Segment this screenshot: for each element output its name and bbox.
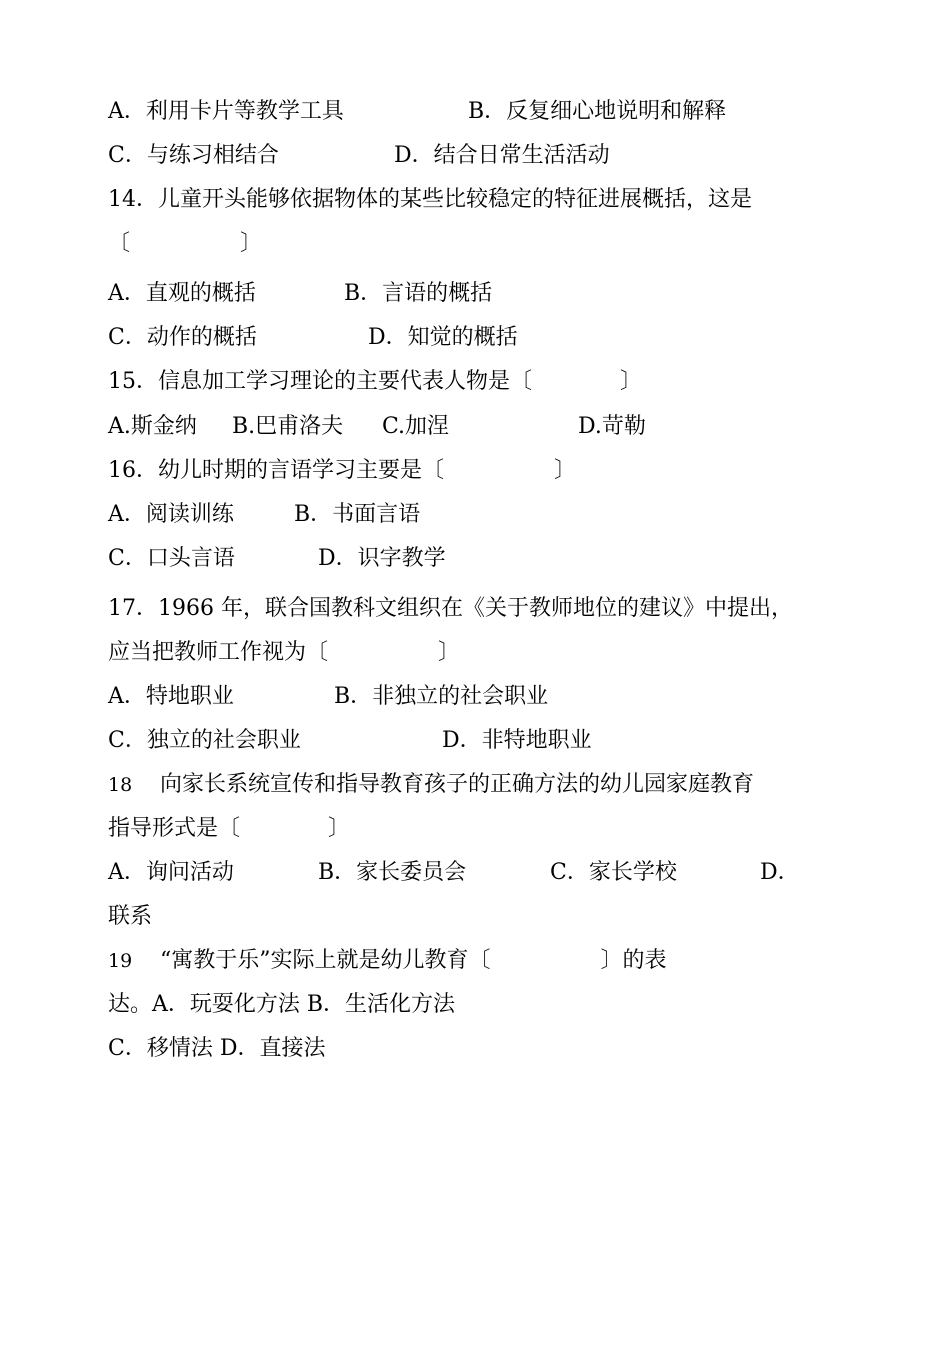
q18-options xyxy=(108,858,800,888)
option-text: C．移情法 D．直接法 xyxy=(108,1036,326,1061)
question-text: 指导形式是〔 〕 xyxy=(108,816,351,841)
question-text: 达。A．玩耍化方法 B．生活化方法 xyxy=(108,992,456,1017)
q19-question-continued xyxy=(108,990,456,1020)
q17-options-cd xyxy=(108,726,592,756)
q19-options xyxy=(108,1034,326,1064)
question-text: 15．信息加工学习理论的主要代表人物是〔 〕 xyxy=(108,369,642,394)
q14-answer-bracket xyxy=(108,229,263,259)
question-text: 向家长系统宣传和指导教育孩子的正确方法的幼儿园家庭教育 xyxy=(160,772,755,797)
question-text: 应当把教师工作视为〔 〕 xyxy=(108,640,461,665)
question-number: 18 xyxy=(108,774,133,796)
option-d: D.苛勒 xyxy=(578,414,646,439)
option-d: D．结合日常生活活动 xyxy=(394,143,610,168)
q19-question xyxy=(108,946,667,976)
q18-options-continued xyxy=(108,902,153,932)
option-a: A.斯金纳 xyxy=(108,414,197,439)
q16-question xyxy=(108,456,576,486)
option-b: B．非独立的社会职业 xyxy=(334,684,549,709)
option-c: C．与练习相结合 xyxy=(108,143,279,168)
option-c: C．家长学校 xyxy=(550,860,677,885)
option-a: A．特地职业 xyxy=(108,684,234,709)
question-text: 17．1966 年，联合国教科文组织在《关于教师地位的建议》中提出， xyxy=(108,596,793,621)
option-b: B．言语的概括 xyxy=(344,281,493,306)
q16-options-cd xyxy=(108,544,446,574)
option-a: A．阅读训练 xyxy=(108,502,234,527)
q14-question xyxy=(108,185,752,215)
option-b: B．书面言语 xyxy=(294,502,421,527)
q13-options-cd xyxy=(108,141,610,171)
option-a: A．直观的概括 xyxy=(108,281,256,306)
q16-options-ab xyxy=(108,500,421,530)
option-c: C．独立的社会职业 xyxy=(108,728,301,753)
option-c: C．动作的概括 xyxy=(108,325,257,350)
question-text: 16．幼儿时期的言语学习主要是〔 〕 xyxy=(108,458,576,483)
answer-bracket: 〔 〕 xyxy=(108,231,263,256)
q14-options-ab xyxy=(108,279,493,309)
question-text: “寓教于乐”实际上就是幼儿教育〔 〕的表 xyxy=(160,948,667,973)
q17-question-continued xyxy=(108,638,461,668)
option-d-text: 联系 xyxy=(108,904,153,929)
option-c: C.加涅 xyxy=(382,414,450,439)
q17-options-ab xyxy=(108,682,549,712)
option-d: D． xyxy=(760,860,800,885)
option-d: D．非特地职业 xyxy=(442,728,592,753)
q15-options xyxy=(108,412,646,442)
option-d: D．知觉的概括 xyxy=(368,325,518,350)
question-text: 14．儿童开头能够依据物体的某些比较稳定的特征进展概括，这是 xyxy=(108,187,752,212)
option-c: C．口头言语 xyxy=(108,546,235,571)
option-a: A．利用卡片等教学工具 xyxy=(108,99,344,124)
q18-question xyxy=(108,770,755,800)
q13-options-ab xyxy=(108,97,727,127)
q17-question xyxy=(108,594,793,624)
question-number: 19 xyxy=(108,950,133,972)
q15-question xyxy=(108,367,642,397)
q14-options-cd xyxy=(108,323,518,353)
option-b: B．反复细心地说明和解释 xyxy=(468,99,727,124)
option-a: A．询问活动 xyxy=(108,860,234,885)
option-d: D．识字教学 xyxy=(318,546,446,571)
option-b: B．家长委员会 xyxy=(318,860,467,885)
option-b: B.巴甫洛夫 xyxy=(232,414,344,439)
q18-question-continued xyxy=(108,814,351,844)
